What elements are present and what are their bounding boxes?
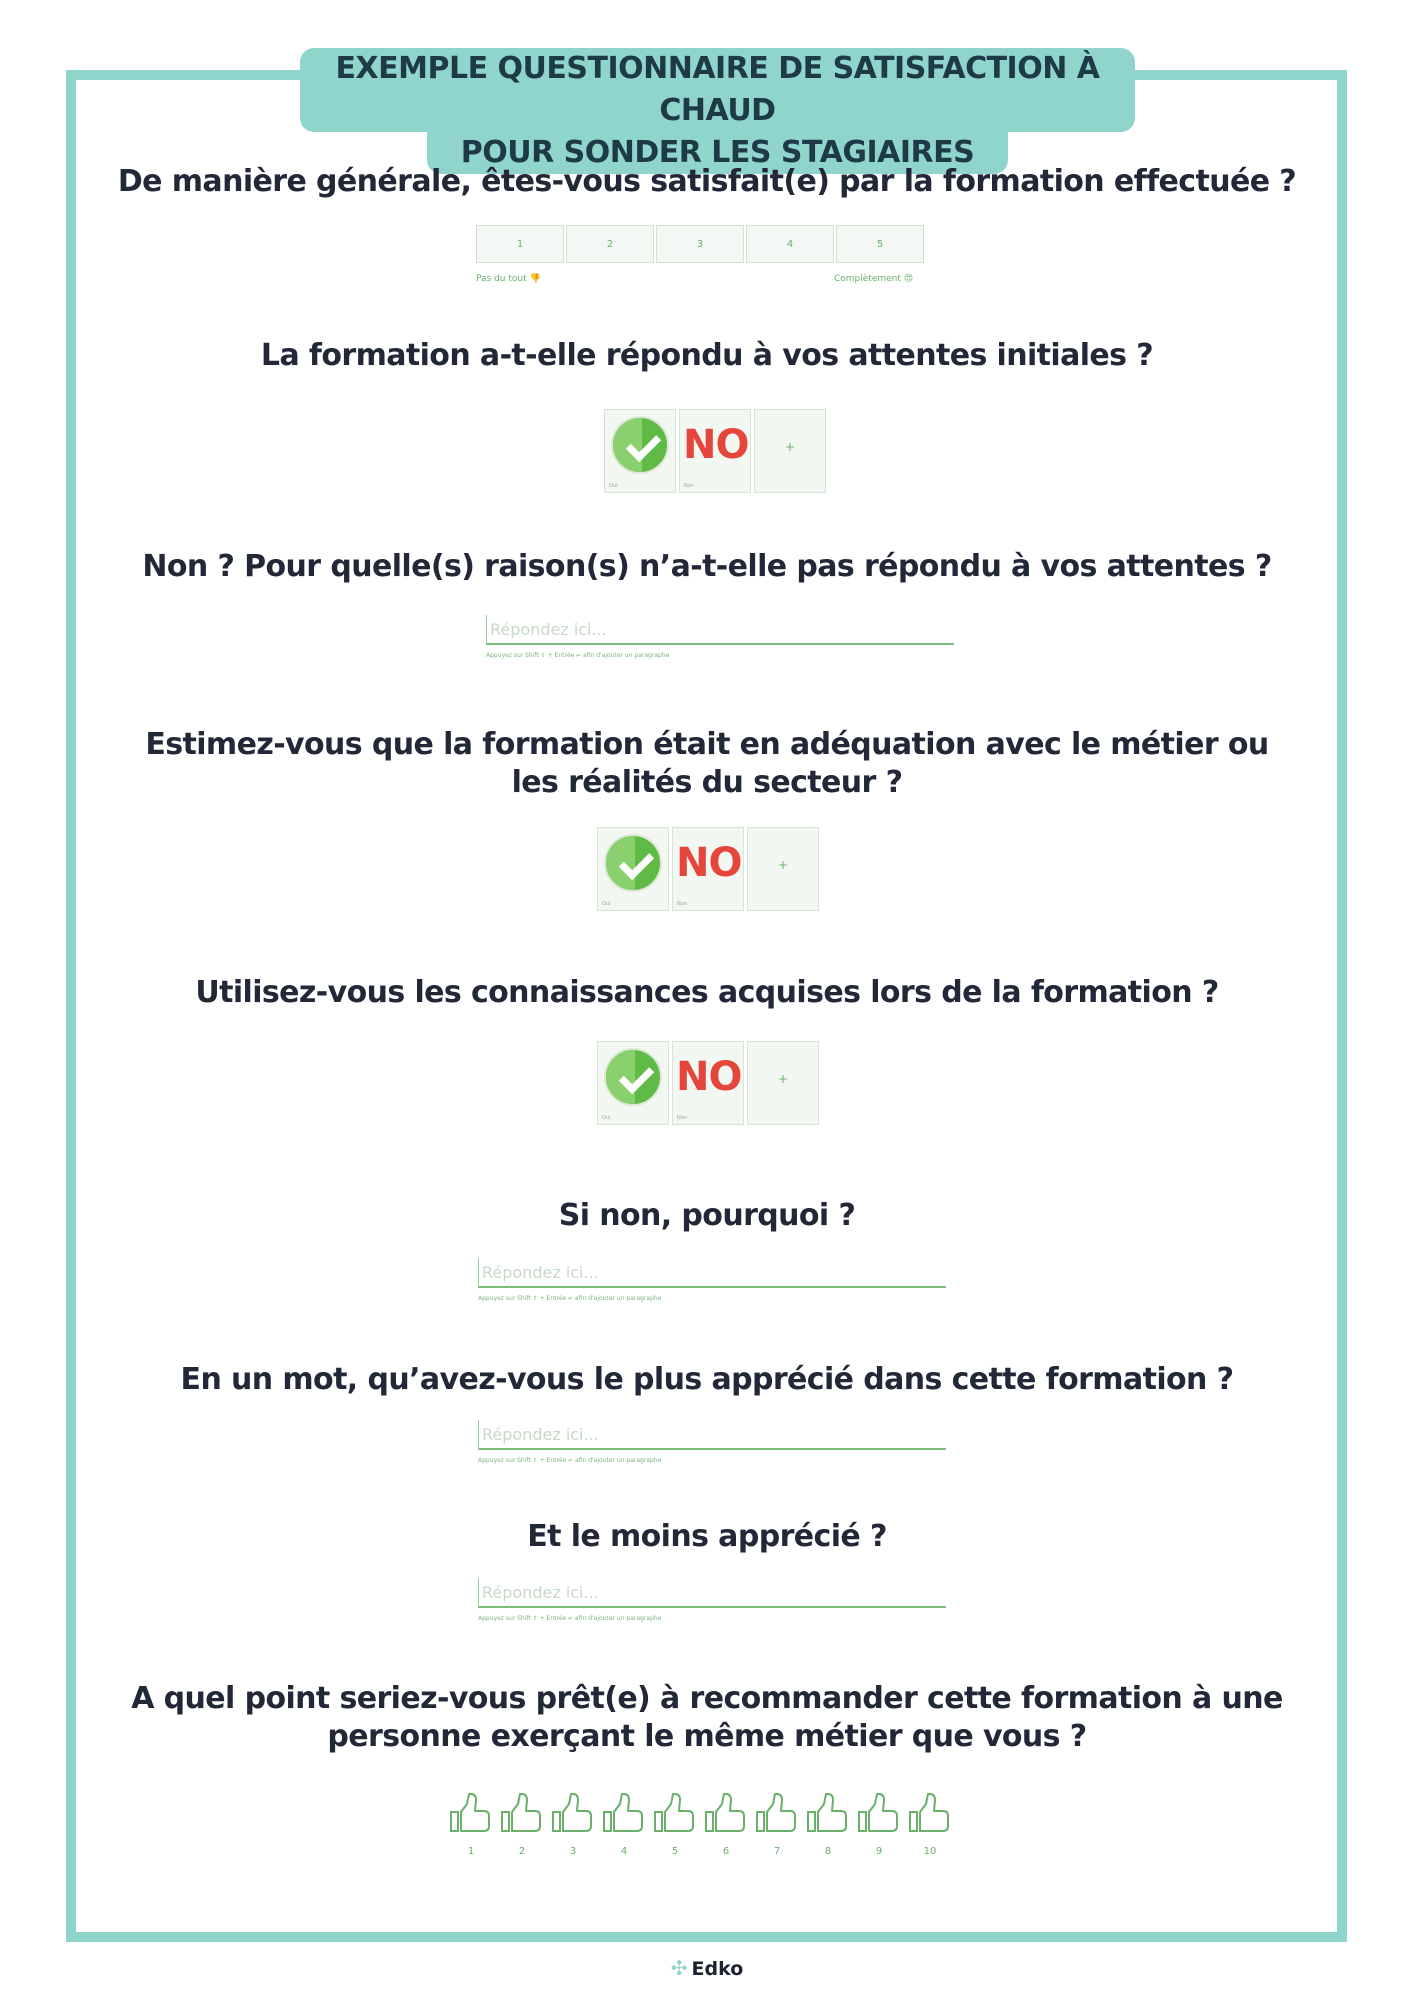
thumbs-up-icon (652, 1790, 698, 1836)
no-option[interactable] (672, 827, 744, 911)
question-1: De manière générale, êtes-vous satisfait(e) par la formation effectuée ? (117, 164, 1297, 199)
no-option[interactable] (679, 409, 751, 493)
recommendation-value: 4 (620, 1846, 628, 1857)
yes-option[interactable] (604, 409, 676, 493)
recommendation-value: 7 (773, 1846, 781, 1857)
yes-key: Oui (609, 483, 618, 489)
no-label: NO (676, 840, 742, 886)
recommendation-option[interactable] (856, 1790, 902, 1857)
answer-input[interactable]: Répondez ici... (478, 1420, 946, 1450)
plus-icon: + (784, 440, 796, 454)
plus-icon: + (777, 858, 789, 872)
plus-icon: + (777, 1072, 789, 1086)
recommendation-value: 2 (518, 1846, 526, 1857)
text-answer (478, 1578, 946, 1622)
yes-no-choice (597, 1041, 819, 1125)
add-option-button[interactable] (754, 409, 826, 493)
answer-hint: Appuyez sur Shift ⇧ + Entrée ↵ afin d'ajouter un paragraphe (478, 1457, 662, 1464)
title-line-2: POUR SONDER LES STAGIAIRES (427, 132, 1009, 174)
thumbs-up-icon (703, 1790, 749, 1836)
no-key: Non (677, 1115, 687, 1121)
no-key: Non (677, 901, 687, 907)
rating-option[interactable]: 4 (746, 225, 834, 263)
yes-no-choice (597, 827, 819, 911)
question-4 (110, 726, 1304, 802)
recommendation-option[interactable] (907, 1790, 953, 1857)
text-answer (478, 1420, 946, 1464)
question-2: La formation a-t-elle répondu à vos attentes initiales ? (260, 338, 1154, 373)
yes-option[interactable] (597, 827, 669, 911)
no-label: NO (683, 422, 749, 468)
recommendation-value: 5 (671, 1846, 679, 1857)
recommendation-value: 10 (923, 1846, 937, 1857)
recommendation-value: 6 (722, 1846, 730, 1857)
recommendation-option[interactable] (550, 1790, 596, 1857)
check-icon (611, 416, 669, 474)
recommendation-scale (448, 1790, 953, 1857)
rating-high-label: Complètement 😍 (834, 274, 914, 284)
thumbs-up-icon (499, 1790, 545, 1836)
recommendation-option[interactable] (652, 1790, 698, 1857)
recommendation-option[interactable] (703, 1790, 749, 1857)
brand-name: Edko (691, 1958, 744, 1980)
question-9-line-1: A quel point seriez-vous prêt(e) à recommander cette formation à une (131, 1681, 1283, 1716)
yes-key: Oui (602, 901, 611, 907)
recommendation-option[interactable] (499, 1790, 545, 1857)
thumbs-up-icon (805, 1790, 851, 1836)
edko-logo-icon: ✣ (670, 1956, 688, 1980)
rating-option[interactable]: 3 (656, 225, 744, 263)
recommendation-value: 8 (824, 1846, 832, 1857)
question-7: En un mot, qu’avez-vous le plus apprécié dans cette formation ? (180, 1362, 1234, 1397)
footer-brand (0, 1956, 1414, 1980)
question-8: Et le moins apprécié ? (527, 1519, 887, 1554)
check-icon (604, 1048, 662, 1106)
thumbs-up-icon (601, 1790, 647, 1836)
title-line-1: EXEMPLE QUESTIONNAIRE DE SATISFACTION À CHAUD (300, 48, 1135, 132)
page-title (300, 48, 1135, 174)
question-4-line-1: Estimez-vous que la formation était en adéquation avec le métier ou (145, 727, 1269, 762)
add-option-button[interactable] (747, 827, 819, 911)
recommendation-value: 9 (875, 1846, 883, 1857)
rating-scale (476, 225, 924, 263)
rating-low-label: Pas du tout 👎 (476, 274, 541, 284)
thumbs-up-icon (550, 1790, 596, 1836)
answer-input[interactable]: Répondez ici... (478, 1258, 946, 1288)
yes-option[interactable] (597, 1041, 669, 1125)
question-9 (110, 1680, 1304, 1756)
recommendation-option[interactable] (754, 1790, 800, 1857)
answer-hint: Appuyez sur Shift ⇧ + Entrée ↵ afin d'ajouter un paragraphe (478, 1615, 662, 1622)
recommendation-value: 3 (569, 1846, 577, 1857)
answer-hint: Appuyez sur Shift ⇧ + Entrée ↵ afin d'ajouter un paragraphe (478, 1295, 662, 1302)
thumbs-up-icon (856, 1790, 902, 1836)
no-option[interactable] (672, 1041, 744, 1125)
answer-input[interactable]: Répondez ici... (486, 615, 954, 645)
yes-key: Oui (602, 1115, 611, 1121)
text-answer (478, 1258, 946, 1302)
question-6: Si non, pourquoi ? (558, 1198, 856, 1233)
recommendation-option[interactable] (805, 1790, 851, 1857)
rating-option[interactable]: 1 (476, 225, 564, 263)
thumbs-up-icon (448, 1790, 494, 1836)
no-label: NO (676, 1054, 742, 1100)
text-answer (486, 615, 954, 659)
answer-input[interactable]: Répondez ici... (478, 1578, 946, 1608)
rating-option[interactable]: 5 (836, 225, 924, 263)
question-4-line-2: les réalités du secteur ? (511, 765, 903, 800)
recommendation-option[interactable] (601, 1790, 647, 1857)
question-9-line-2: personne exerçant le même métier que vous ? (327, 1719, 1087, 1754)
rating-option[interactable]: 2 (566, 225, 654, 263)
question-5: Utilisez-vous les connaissances acquises lors de la formation ? (195, 975, 1219, 1010)
recommendation-value: 1 (467, 1846, 475, 1857)
no-key: Non (684, 483, 694, 489)
thumbs-up-icon (907, 1790, 953, 1836)
question-3: Non ? Pour quelle(s) raison(s) n’a-t-elle pas répondu à vos attentes ? (142, 549, 1272, 584)
add-option-button[interactable] (747, 1041, 819, 1125)
answer-hint: Appuyez sur Shift ⇧ + Entrée ↵ afin d'ajouter un paragraphe (486, 652, 670, 659)
check-icon (604, 834, 662, 892)
thumbs-up-icon (754, 1790, 800, 1836)
recommendation-option[interactable] (448, 1790, 494, 1857)
yes-no-choice (604, 409, 826, 493)
